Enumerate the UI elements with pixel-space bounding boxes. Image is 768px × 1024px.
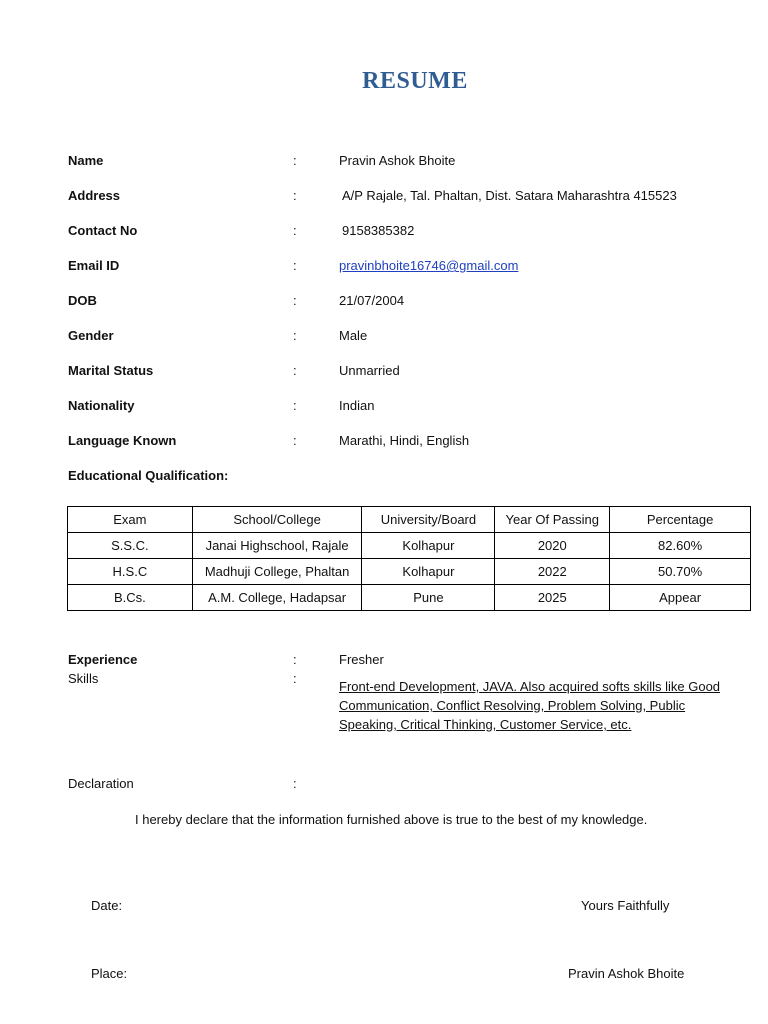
skills-value: Front-end Development, JAVA. Also acquired softs skills like Good Communication, Conflict Resolving, Problem Solving, Public Speaking, Critical Thinking, Customer Service, etc. — [339, 679, 721, 732]
table-cell: Appear — [610, 585, 751, 611]
table-cell: Janai Highschool, Rajale — [192, 533, 362, 559]
table-row — [68, 559, 751, 585]
detail-row-address — [68, 188, 708, 208]
table-cell: 50.70% — [610, 559, 751, 585]
table-cell: Kolhapur — [362, 559, 495, 585]
detail-label: Name — [68, 153, 104, 168]
detail-colon: : — [293, 293, 297, 308]
table-cell: 2022 — [495, 559, 610, 585]
detail-value: Pravin Ashok Bhoite — [339, 153, 456, 168]
table-row — [68, 585, 751, 611]
detail-colon: : — [293, 258, 297, 273]
detail-value: Indian — [339, 398, 375, 413]
detail-value: Male — [339, 328, 368, 343]
closing-text: Yours Faithfully — [581, 898, 670, 913]
detail-colon: : — [293, 776, 297, 791]
declaration-row — [68, 776, 708, 796]
table-header-row — [68, 507, 751, 533]
experience-label: Experience — [68, 652, 138, 667]
detail-value: Unmarried — [339, 363, 400, 378]
detail-colon: : — [293, 188, 297, 203]
table-cell: 82.60% — [610, 533, 751, 559]
detail-value: 21/07/2004 — [339, 293, 405, 308]
education-table — [67, 506, 751, 611]
detail-label: Email ID — [68, 258, 120, 273]
table-cell: Madhuji College, Phaltan — [192, 559, 362, 585]
detail-label: Gender — [68, 328, 114, 343]
education-heading: Educational Qualification: — [68, 468, 229, 483]
place-label: Place: — [91, 966, 128, 981]
detail-colon: : — [293, 223, 297, 238]
detail-value: A/P Rajale, Tal. Phaltan, Dist. Satara Maharashtra 415523 — [342, 188, 677, 203]
table-cell: H.S.C — [68, 559, 193, 585]
experience-row — [68, 652, 708, 672]
detail-row-marital-status — [68, 363, 708, 383]
date-label: Date: — [91, 898, 123, 913]
detail-label: Language Known — [68, 433, 177, 448]
detail-colon: : — [293, 433, 297, 448]
page-title: RESUME — [362, 68, 468, 94]
detail-value: 9158385382 — [342, 223, 415, 238]
detail-row-language — [68, 433, 708, 453]
detail-colon: : — [293, 671, 297, 686]
table-cell: Pune — [362, 585, 495, 611]
detail-row-contact — [68, 223, 708, 243]
detail-colon: : — [293, 398, 297, 413]
detail-label: Contact No — [68, 223, 138, 238]
detail-label: Nationality — [68, 398, 135, 413]
detail-row-dob — [68, 293, 708, 313]
table-cell: S.S.C. — [68, 533, 193, 559]
email-link[interactable]: pravinbhoite16746@gmail.com — [339, 258, 519, 273]
column-header: Percentage — [610, 507, 751, 533]
table-cell: A.M. College, Hadapsar — [192, 585, 362, 611]
detail-row-gender — [68, 328, 708, 348]
column-header: Year Of Passing — [495, 507, 610, 533]
declaration-text: I hereby declare that the information furnished above is true to the best of my knowledge. — [135, 812, 648, 827]
detail-label: Marital Status — [68, 363, 154, 378]
column-header: University/Board — [362, 507, 495, 533]
detail-value: Marathi, Hindi, English — [339, 433, 470, 448]
table-cell: 2025 — [495, 585, 610, 611]
table-cell: 2020 — [495, 533, 610, 559]
detail-colon: : — [293, 153, 297, 168]
detail-row-name — [68, 153, 708, 173]
table-cell: Kolhapur — [362, 533, 495, 559]
experience-value: Fresher — [339, 652, 384, 667]
detail-label: DOB — [68, 293, 97, 308]
detail-row-email — [68, 258, 708, 278]
declaration-label: Declaration — [68, 776, 134, 791]
detail-colon: : — [293, 328, 297, 343]
detail-colon: : — [293, 363, 297, 378]
signature-name: Pravin Ashok Bhoite — [568, 966, 685, 981]
skills-label: Skills — [68, 671, 99, 686]
column-header: School/College — [192, 507, 362, 533]
detail-colon: : — [293, 652, 297, 667]
table-row — [68, 533, 751, 559]
column-header: Exam — [68, 507, 193, 533]
detail-label: Address — [68, 188, 121, 203]
table-cell: B.Cs. — [68, 585, 193, 611]
detail-row-nationality — [68, 398, 708, 418]
